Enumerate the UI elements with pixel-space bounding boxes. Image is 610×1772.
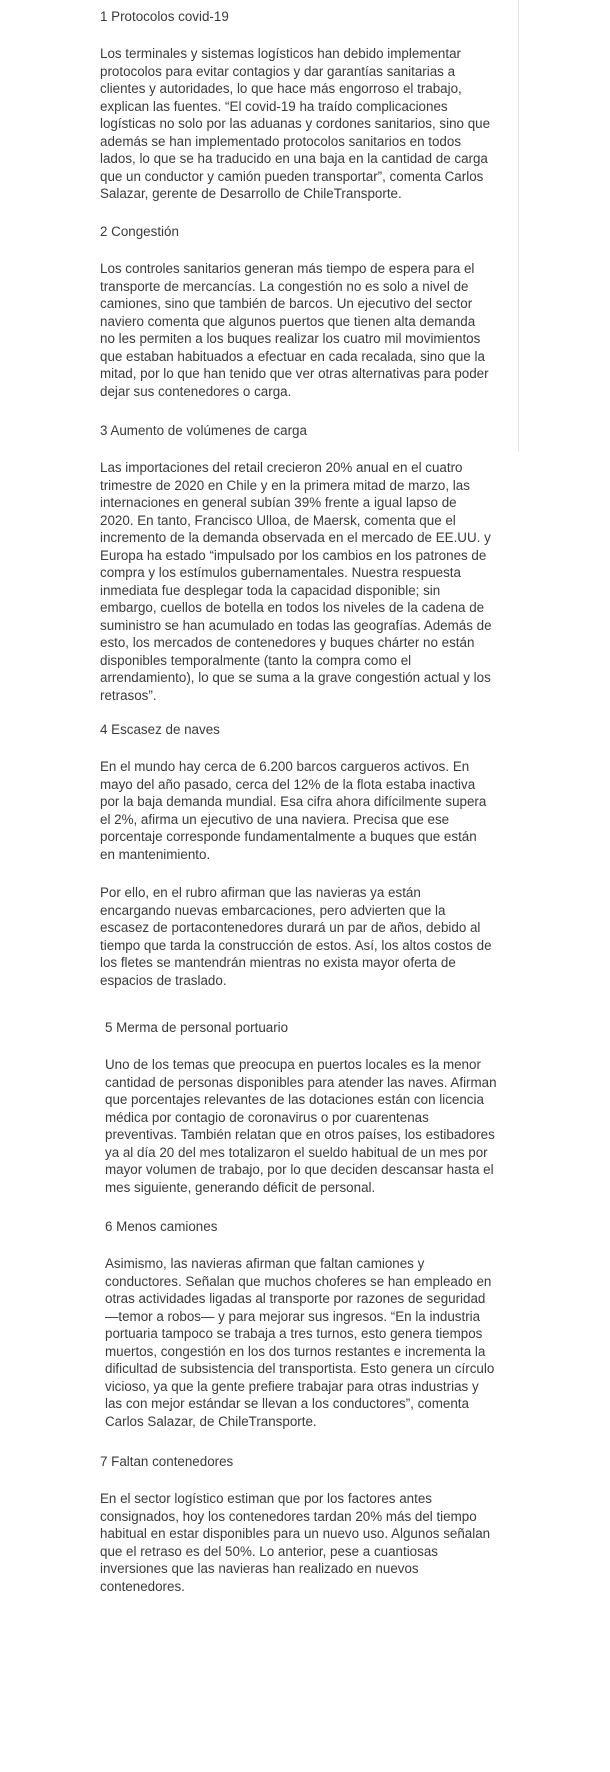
text-line: contenedores.	[100, 1578, 185, 1594]
section-heading-3: 3 Aumento de volúmenes de carga	[100, 423, 307, 438]
text-line: no les permiten a los buques realizar los cuatro mil movimientos	[100, 331, 481, 346]
text-line: cantidad de personas disponibles para atender las naves. Afirman	[105, 1074, 497, 1090]
text-line: mitad, por lo que han tenido que ver otras alternativas para poder	[100, 366, 489, 381]
text-line: naviero comenta que algunos puertos que tienen alta demanda	[100, 313, 476, 329]
section-paragraph-5	[105, 1056, 497, 1196]
text-line: inmediata fue desplegar toda la capacidad disponible; sin	[100, 582, 441, 598]
text-line: las con mejor estándar se llevan a los conductores”, comenta	[105, 1396, 469, 1411]
text-line: escasez de portacontenedores durará un par de años, debido al	[100, 920, 481, 935]
text-line: retrasos”.	[100, 687, 157, 703]
section-heading-5: 5 Merma de personal portuario	[105, 1020, 289, 1035]
text-line: esto, los mercados de contenedores y buques chárter no están	[100, 635, 475, 650]
text-line: dejar sus contenedores o carga.	[100, 383, 292, 399]
text-line: Europa ha estado “impulsado por los cambios en los patrones de	[100, 547, 487, 563]
text-line: 2020. En tanto, Francisco Ulloa, de Maersk, comenta que el	[100, 512, 456, 528]
text-line: compra y los estímulos gubernamentales. Nuestra respuesta	[100, 565, 461, 580]
section-heading-1: 1 Protocolos covid-19	[100, 9, 229, 24]
text-line: Los controles sanitarios generan más tiempo de espera para el	[100, 261, 475, 276]
text-line: Carlos Salazar, de ChileTransporte.	[105, 1413, 317, 1429]
section-paragraph-7	[100, 1490, 490, 1595]
text-line: mes siguiente, generando déficit de personal.	[105, 1179, 376, 1195]
text-line: encargando nuevas embarcaciones, pero advierten que la	[100, 902, 446, 918]
text-line: Por ello, en el rubro afirman que las navieras ya están	[100, 885, 421, 900]
text-line: espacios de traslado.	[100, 972, 227, 988]
text-line: Uno de los temas que preocupa en puertos locales es la menor	[105, 1057, 481, 1072]
text-line: embargo, cuellos de botella en todos los niveles de la cadena de	[100, 600, 485, 615]
text-line: Los terminales y sistemas logísticos han debido implementar	[100, 46, 461, 61]
text-line: Salazar, gerente de Desarrollo de ChileTransporte.	[100, 186, 402, 201]
section-paragraph-4b	[100, 884, 492, 989]
section-paragraph-1	[100, 45, 490, 203]
text-line: consignados, hoy los contenedores tardan 20% más del tiempo	[100, 1508, 477, 1524]
text-line: portuaria tampoco se trabaja a tres turnos, esto genera tiempos	[105, 1326, 483, 1341]
text-line: ya al día 20 del mes totalizaron el sueldo habitual de un mes por	[105, 1144, 488, 1160]
text-line: el 2%, afirma un ejecutivo de una naviera. Precisa que ese	[100, 811, 450, 827]
text-line: Las importaciones del retail crecieron 20% anual en el cuatro	[100, 460, 463, 475]
text-line: que porcentajes relevantes de las dotaciones están con licencia	[105, 1092, 484, 1107]
text-line: arrendamiento), lo que se suma a la grave congestión actual y los	[100, 670, 491, 685]
text-line: suministro se han acumulado en todas las geografías. Además de	[100, 617, 492, 633]
section-paragraph-6	[105, 1255, 494, 1430]
text-line: inversiones que las navieras han realizado en nuevos	[100, 1561, 419, 1576]
text-line: preventivas. También relatan que en otros países, los estibadores	[105, 1127, 495, 1142]
text-line: explican las fuentes. “El covid-19 ha traído complicaciones	[100, 98, 448, 114]
text-line: logísticas no solo por las aduanas y cordones sanitarios, sino que	[100, 116, 491, 131]
text-line: internaciones en general subían 39% frente a igual lapso de	[100, 495, 457, 510]
text-line: otras actividades ligadas al transporte por razones de seguridad	[105, 1291, 486, 1306]
text-line: lados, lo que se ha traducido en una baja en la cantidad de carga	[100, 151, 488, 166]
section-heading-7: 7 Faltan contenedores	[100, 1454, 234, 1469]
text-line: por la baja demanda mundial. Esa cifra ahora difícilmente supera	[100, 794, 487, 809]
text-line: médica por contagio de coronavirus o por cuarentenas	[105, 1109, 429, 1125]
section-heading-6: 6 Menos camiones	[105, 1219, 218, 1234]
text-line: disponibles temporalmente (tanto la compra como el	[100, 652, 412, 668]
text-line: tiempo que tarda la construcción de estos. Así, los altos costos de	[100, 937, 492, 953]
text-line: protocolos para evitar contagios y dar garantías sanitarias a	[100, 63, 456, 79]
section-heading-2: 2 Congestión	[100, 224, 179, 239]
text-line: dificultad de subsistencia del transportista. Esto genera un círculo	[105, 1361, 495, 1376]
text-line: mayo del año pasado, cerca del 12% de la flota estaba inactiva	[100, 776, 476, 792]
right-divider-line	[518, 0, 519, 452]
text-line: camiones, sino que también de barcos. Un ejecutivo del sector	[100, 296, 473, 311]
text-line: incremento de la demanda observada en el mercado de EE.UU. y	[100, 530, 491, 545]
section-paragraph-3	[100, 459, 492, 704]
text-line: los fletes se mantendrán mientras no exista mayor oferta de	[100, 955, 456, 970]
text-line: conductores. Señalan que muchos choferes se han empleado en	[105, 1273, 492, 1289]
text-line: transporte de mercancías. La congestión no es solo a nivel de	[100, 278, 469, 294]
text-line: trimestre de 2020 en Chile y en la primera mitad de marzo, las	[100, 477, 470, 493]
text-line: muertos, congestión en los dos turnos restantes e incrementa la	[105, 1343, 486, 1359]
text-line: además se han implementado protocolos sanitarios en todos	[100, 133, 462, 149]
text-line: que el retraso es del 50%. Lo anterior, pese a cuantiosas	[100, 1543, 438, 1559]
text-line: habitual en estar disponibles para un nuevo uso. Algunos señalan	[100, 1526, 491, 1541]
section-paragraph-2	[100, 260, 489, 400]
text-line: en mantenimiento.	[100, 846, 211, 862]
text-line: que estaban habituados a efectuar en cada recalada, sino que la	[100, 348, 485, 364]
text-line: En el mundo hay cerca de 6.200 barcos cargueros activos. En	[100, 759, 470, 774]
text-line: que un conductor y camión pueden transportar”, comenta Carlos	[100, 168, 484, 184]
text-line: clientes y autoridades, lo que hace más engorroso el trabajo,	[100, 81, 462, 96]
text-line: En el sector logístico estiman que por los factores antes	[100, 1491, 432, 1506]
section-heading-4: 4 Escasez de naves	[100, 722, 220, 737]
text-line: porcentaje corresponde fundamentalmente a buques que están	[100, 829, 477, 844]
text-line: vicioso, ya que la gente prefiere trabajar para otras industrias y	[105, 1378, 479, 1394]
section-paragraph-4a	[100, 758, 486, 863]
text-line: Asimismo, las navieras afirman que faltan camiones y	[105, 1256, 425, 1271]
text-line: —temor a robos— y para mejorar sus ingresos. “En la industria	[105, 1308, 481, 1324]
text-line: mayor volumen de trabajo, por lo que deciden descansar hasta el	[105, 1162, 494, 1177]
